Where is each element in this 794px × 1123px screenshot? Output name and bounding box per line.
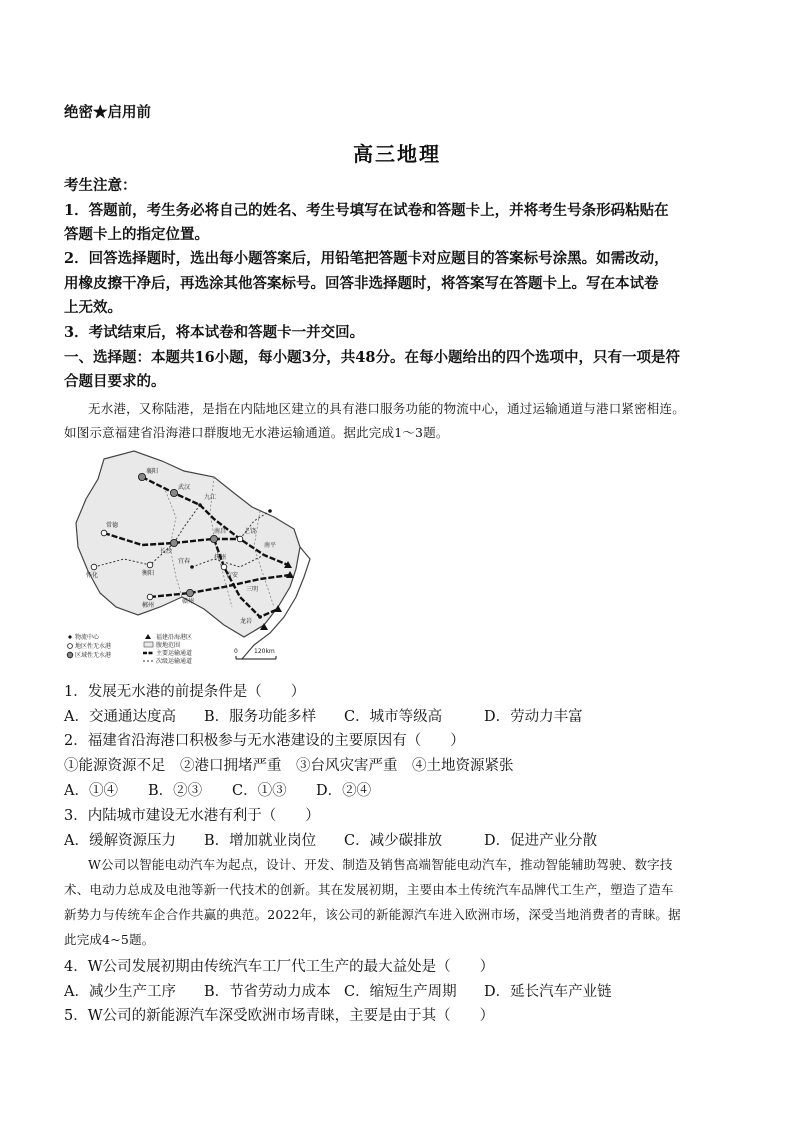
option-d: D．延长汽车产业链 xyxy=(484,984,612,1000)
option-b: B．增加就业岗位 xyxy=(204,833,317,849)
section-heading: 一、选择题：本题共16小题，每小题3分，共48分。在每小题给出的四个选项中，只有一项是符 xyxy=(64,349,680,366)
scale-zero: 0 xyxy=(234,648,238,655)
legend-item: 主要运输通道 xyxy=(156,650,193,657)
passage-line: 如图示意福建省沿海港口群腹地无水港运输通道。据此完成1～3题。 xyxy=(64,425,449,440)
option-b: B．节省劳动力成本 xyxy=(204,984,331,1000)
regional-dry-port xyxy=(210,535,217,542)
question-2-items: ①能源资源不足 ②港口拥堵严重 ③台风灾害严重 ④土地资源紧张 xyxy=(64,758,514,774)
question-3-stem: 3．内陆城市建设无水港有利于（ ） xyxy=(64,808,320,824)
option-d: D．促进产业分散 xyxy=(484,833,598,849)
logistics-center xyxy=(268,509,272,513)
option-b: B．②③ xyxy=(148,783,203,799)
city-label: 抚州 xyxy=(214,554,227,561)
city-label: 长沙 xyxy=(160,548,173,555)
city-label: 吉安 xyxy=(226,572,239,579)
legend-item: 地区性无水港 xyxy=(75,643,112,650)
section-heading-cont: 合题目要求的。 xyxy=(64,373,166,390)
option-a: A．减少生产工序 xyxy=(64,984,176,1000)
city-label: 郴州 xyxy=(142,602,155,609)
logistics-center xyxy=(190,565,194,569)
notice-line: 上无效。 xyxy=(64,299,122,316)
regional-dry-port xyxy=(138,473,145,480)
city-label: 南平 xyxy=(264,542,277,549)
question-4-stem: 4．W公司发展初期由传统汽车工厂代工生产的最大益处是（ ） xyxy=(64,959,495,975)
passage-line: W公司以智能电动汽车为起点，设计、开发、制造及销售高端智能电动汽车，推动智能辅助驾驶、数字技 xyxy=(88,857,673,872)
question-5-stem: 5．W公司的新能源汽车深受欧洲市场青睐，主要是由于其（ ） xyxy=(64,1008,495,1024)
regional-dry-port xyxy=(170,489,177,496)
notice-line: 答题卡上的指定位置。 xyxy=(64,226,209,243)
hinterland-map-figure xyxy=(64,447,314,675)
city-label: 宜春 xyxy=(178,558,191,565)
notice-heading: 考生注意： xyxy=(64,177,137,194)
city-label: 常德 xyxy=(106,522,119,529)
city-label: 武汉 xyxy=(178,484,191,491)
city-label: 龙岩 xyxy=(240,618,253,625)
legend-item: 物流中心 xyxy=(75,634,100,641)
city-label: 三明 xyxy=(246,586,259,593)
city-label: 南昌 xyxy=(214,528,227,535)
option-c: C．城市等级高 xyxy=(344,709,443,725)
option-c: C．①③ xyxy=(232,783,287,799)
city-label: 襄阳 xyxy=(146,468,159,475)
option-c: C．缩短生产周期 xyxy=(344,984,457,1000)
notice-line: 用橡皮擦干净后，再选涂其他答案标号。回答非选择题时，将答案写在答题卡上。写在本试卷 xyxy=(64,275,659,292)
page-title: 高三地理 xyxy=(353,142,441,166)
confidential-mark: 绝密★启用前 xyxy=(64,104,151,121)
option-c: C．减少碳排放 xyxy=(344,833,443,849)
option-a: A．缓解资源压力 xyxy=(64,833,176,849)
regional-dry-port xyxy=(170,539,177,546)
city-label: 九江 xyxy=(204,494,217,501)
question-2-options xyxy=(64,779,371,800)
local-dry-port xyxy=(91,564,97,570)
city-label: 衡阳 xyxy=(142,570,155,577)
city-label: 赣州 xyxy=(182,598,195,605)
map-legend xyxy=(67,633,192,665)
local-dry-port xyxy=(147,562,153,568)
legend-item: 区域性无水港 xyxy=(75,652,112,659)
option-d: D．劳动力丰富 xyxy=(484,709,583,725)
local-dry-port xyxy=(221,564,227,570)
logistics-center xyxy=(198,503,202,507)
option-b: B．服务功能多样 xyxy=(204,709,317,725)
regional-dry-port xyxy=(186,589,193,596)
passage-line: 术、电动力总成及电池等新一代技术的创新。其在发展初期，主要由本土传统汽车品牌代工生产，塑造了造车 xyxy=(64,882,674,897)
option-a: A．①④ xyxy=(64,783,118,799)
local-dry-port xyxy=(147,594,153,600)
passage-line: 无水港，又称陆港，是指在内陆地区建立的具有港口服务功能的物流中心，通过运输通道与港口紧密相连。 xyxy=(88,401,685,416)
notice-line: 2．回答选择题时，选出每小题答案后，用铅笔把答题卡对应题目的答案标号涂黑。如需改动， xyxy=(64,250,669,267)
question-4-options xyxy=(64,980,612,1001)
city-label: 怀化 xyxy=(86,572,99,579)
local-dry-port xyxy=(237,536,243,542)
legend-item: 福建沿海港区 xyxy=(156,634,193,641)
question-3-options xyxy=(64,829,597,850)
notice-line: 3．考试结束后，将本试卷和答题卡一并交回。 xyxy=(64,324,365,341)
question-2-stem: 2．福建省沿海港口积极参与无水港建设的主要原因有（ ） xyxy=(64,733,465,749)
local-dry-port xyxy=(101,530,107,536)
legend-item: 腹地范围 xyxy=(156,642,181,649)
logistics-center xyxy=(258,615,262,619)
option-d: D．②④ xyxy=(316,783,372,799)
question-1-stem: 1．发展无水港的前提条件是（ ） xyxy=(64,684,306,700)
notice-line: 1．答题前，考生务必将自己的姓名、考生号填写在试卷和答题卡上，并将考生号条形码粘贴在 xyxy=(64,202,669,219)
question-1-options xyxy=(64,705,583,726)
scale-label: 120km xyxy=(254,648,275,655)
passage-line: 此完成4~5题。 xyxy=(64,932,155,947)
city-label: 上饶 xyxy=(244,528,257,535)
passage-line: 新势力与传统车企合作共赢的典范。2022年，该公司的新能源汽车进入欧洲市场，深受当地消费者的青睐。据 xyxy=(64,907,681,922)
option-a: A．交通通达度高 xyxy=(64,709,176,725)
scale-bar xyxy=(234,648,276,659)
legend-item: 次级运输通道 xyxy=(156,658,193,665)
